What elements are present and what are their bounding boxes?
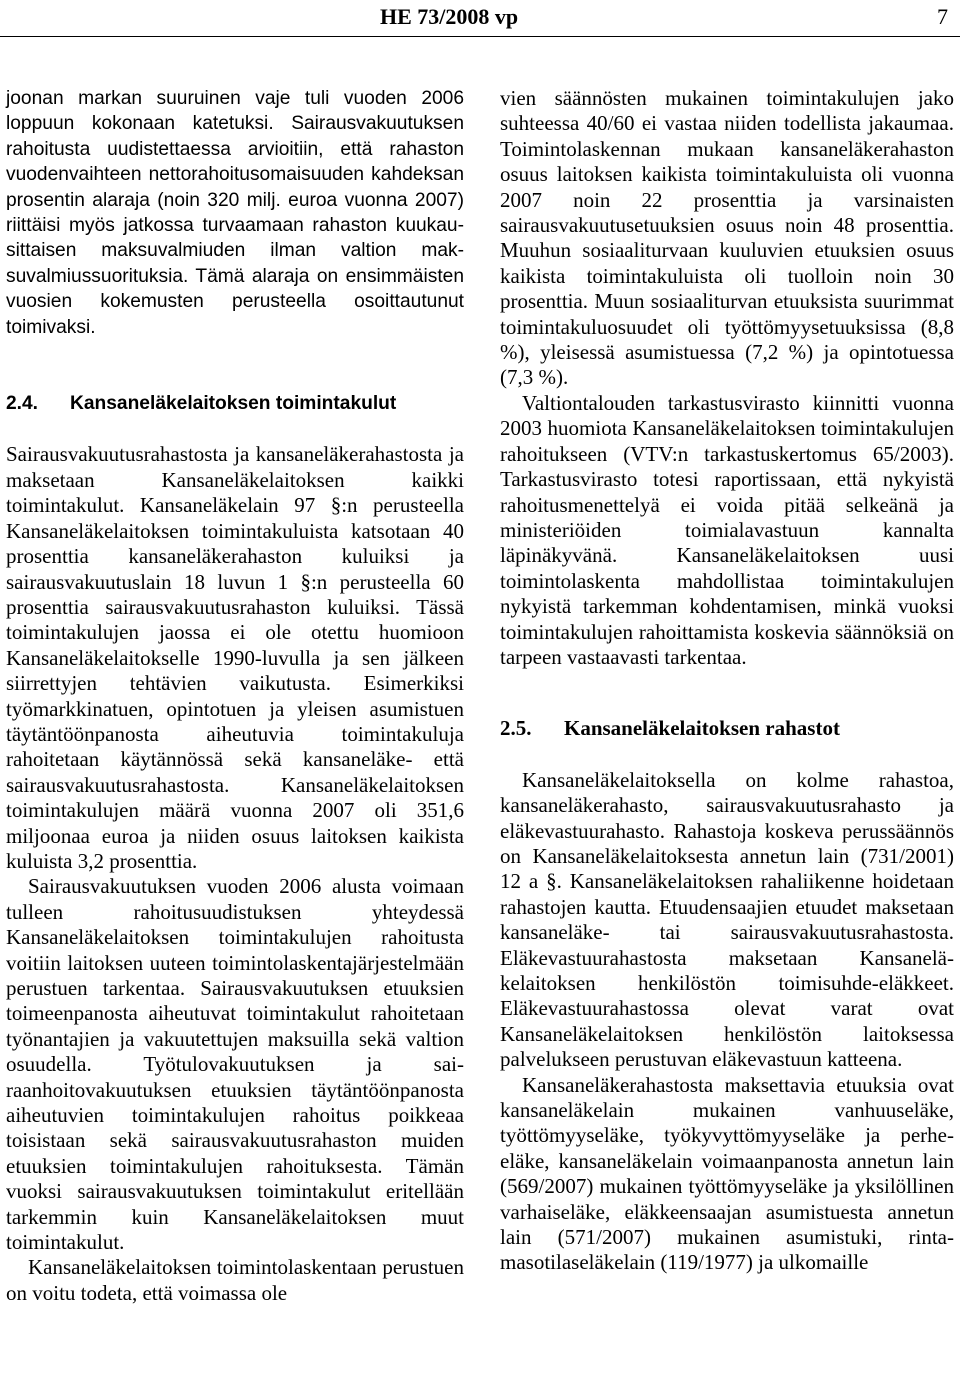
document-id: HE 73/2008 vp bbox=[380, 4, 519, 29]
header-rule bbox=[0, 36, 960, 37]
paragraph-funding-reform: joonan markan suuruinen vaje tuli vuoden 2006 loppuun kokonaan katetuksi. Sairausvakuutuksen rahoitusta uudistettaessa arvioitiin, että rahaston vuodenvaihteen nettorahoitusomaisuuden kahdeksan prosentin alaraja (noin 320 milj. euroa vuonna 2007) riittäisi myös jatkossa turvaamaan rahaston kuukausittaisen maksuvalmiuden ilman valtion maksuvalmiussuorituksia. Tämä alaraja on ensimmäisten vuosien kokemusten perusteella osoittautunut toimivaksi. bbox=[6, 88, 464, 338]
section-heading-2-4 bbox=[6, 391, 464, 416]
paragraph-activity-accounting: Kansaneläkelaitoksen toimintolaskentaan perustuen on voitu todeta, että voimassa ole bbox=[6, 1255, 464, 1305]
paragraph-audit-office: Valtiontalouden tarkastusvirasto kiinnitti vuonna 2003 huomiota Kansaneläkelaitoksen toimintakulujen rahoitukseen (VTV:n tarkastuskertomus 65/2003). Tarkastusvirasto totesi raportissaan, että nykyistä rahoitusmenettelyä ei voida pitää selkeänä ja ministeriöiden toimialavastuun kannalta läpinäkyvänä. Kansaneläkelaitoksen uusi toimintolaskenta mahdollistaa toimintakulujen nykyistä tarkemman kohdentamisen, minkä vuoksi toimintakulujen rahoittamista koskevia säännöksiä on tarpeen vastaavasti tarkentaa. bbox=[500, 390, 954, 669]
left-column bbox=[6, 86, 464, 1306]
section-number: 2.4. bbox=[6, 393, 39, 415]
section-title: Kansaneläkelaitoksen rahastot bbox=[564, 716, 840, 741]
page-number: 7 bbox=[937, 4, 948, 29]
paragraph-three-funds: Kansaneläkelaitoksella on kolme rahastoa, kansaneläkerahasto, sairausvakuutusrahasto ja eläkevastuurahasto. Rahastoja koskeva perussäännös on Kansaneläkelaitoksesta annetun lain (731/2001) 12 a §. Kansaneläkelaitoksen rahaliikenne hoidetaan rahastojen kautta. Etuudensaajien etuudet maksetaan kansaneläke- tai sairausvakuutusrahastosta. Eläkevastuurahastosta maksetaan Kansaneläkelaitoksen henkilöstön toimisuhde-eläkkeet. Eläkevastuurahastossa olevat varat ovat Kansaneläkelaitoksen henkilöstön laitoksessa palvelukseen perustuvan eläkevastuun katteena. bbox=[500, 767, 954, 1072]
section-heading-2-5 bbox=[500, 716, 954, 741]
paragraph-cost-distribution: vien säännösten mukainen toimintakulujen jako suhteessa 40/60 ei vastaa niiden todellista jakaumaa. Toimintolaskennan mukaan kansaneläkerahaston osuus laitoksen kaikista toimintakuluista oli vuonna 2007 noin 22 prosenttia ja varsinaisten sairausvakuutusetuuksien osuus noin 48 prosenttia. Muuhun sosiaaliturvaan kuuluvien etuuksien osuus kaikista toimintakuluista oli tuolloin noin 30 prosenttia. Muun sosiaaliturvan etuuksista suurimmat toimintakuluosuudet oli työttömyysetuuksissa (8,8 %), yleisessä asumistuessa (7,2 %) ja opintotuessa (7,3 %). bbox=[500, 86, 954, 390]
section-number: 2.5. bbox=[500, 716, 532, 741]
right-column bbox=[500, 86, 954, 1276]
paragraph-funding-accuracy: Sairausvakuutuksen vuoden 2006 alusta voimaan tulleen rahoitusuudistuksen yhteydessä Kansaneläkelaitoksen toimintakulujen rahoitusta voitiin laitoksen uuteen toimintolaskentajärjestelmään perustuen tarkentaa. Sairausvakuutuksen etuuksien toimeenpanosta aiheutuvat toimintakulut rahoitetaan työnantajien ja vakuutettujen maksuilla sekä valtion osuudella. Työtulovakuutuksen ja sairaanhoitovakuutuksen etuuksien täytäntöönpanosta aiheutuvien toimintakulujen rahoitus poikkeaa toisistaan sekä sairausvakuutusrahaston muiden etuuksien toimintakulujen rahoituksesta. Tämän vuoksi sairausvakuutuksen toimintakulut eritellään tarkemmin kuin Kansaneläkelaitoksen muut toimintakulut. bbox=[6, 874, 464, 1255]
paragraph-pension-fund-benefits: Kansaneläkerahastosta maksettavia etuuksia ovat kansaneläkelain mukainen vanhuuseläke, työttömyyseläke, työkyvyttömyyseläke ja perhe-eläke, kansaneläkelain voimaanpanosta annetun lain (569/2007) mukainen työttömyyseläke ja yksilöllinen varhaiseläke, eläkkeensaajan asumistuesta annetun lain (571/2007) mukainen asumistuki, rintamasotilaseläkelain (119/1977) ja ulkomaille bbox=[500, 1072, 954, 1275]
section-title: Kansaneläkelaitoksen toimintakulut bbox=[70, 393, 397, 415]
paragraph-operating-costs: Sairausvakuutusrahastosta ja kansaneläkerahastosta ja maksetaan Kansaneläkelaitoksen kaikki toimintakulut. Kansaneläkelain 97 §:n perusteella Kansaneläkelaitoksen toimintakuluista katsotaan 40 prosenttia kansaneläkerahaston kuluiksi ja sairausvakuutuslain 18 luvun 1 §:n perusteella 60 prosenttia sairausvakuutusrahaston kuluiksi. Tässä toimintakulujen jaossa ei ole otettu huomioon Kansaneläkelaitokselle 1990-luvulla ja sen jälkeen siirrettyjen tehtävien vaikutusta. Esimerkiksi työmarkkinatuen, opintotuen ja yleisen asumistuen täytäntöönpanosta aiheutuvia toimintakuluja rahoitetaan käytännössä sekä kansaneläke- että sairausvakuutusrahastosta. Kansaneläkelaitoksen toimintakulujen määrä vuonna 2007 oli 351,6 miljoonaa euroa ja niiden osuus laitoksen kaikista kuluista 3,2 prosenttia. bbox=[6, 442, 464, 873]
page-header bbox=[0, 0, 960, 40]
